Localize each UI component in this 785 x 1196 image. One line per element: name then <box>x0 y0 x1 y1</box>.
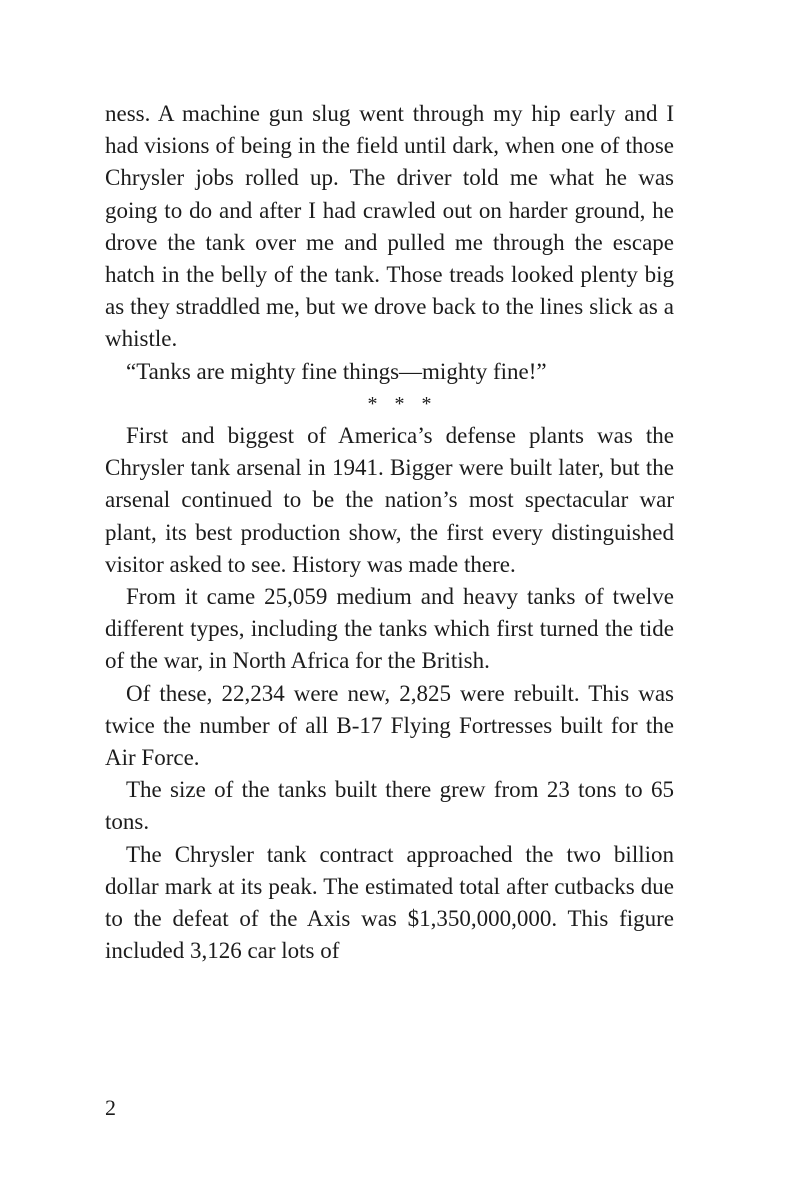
paragraph-tank-size: The size of the tanks built there grew from 23 tons to 65 tons. <box>105 777 674 835</box>
page-number: 2 <box>105 1095 116 1120</box>
paragraph-quote: “Tanks are mighty fine things—mighty fine!” <box>126 358 547 384</box>
page-body <box>105 98 674 967</box>
paragraph-contract: The Chrysler tank contract approached the two billion dollar mark at its peak. The estimated total after cutbacks due to the defeat of the Axis was $1,350,000,000. This figure included 3,126 car lots of <box>105 841 674 964</box>
paragraph-continuation: ness. A machine gun slug went through my hip early and I had visions of being in the field until dark, when one of those Chrysler jobs rolled up. The driver told me what he was going to do and after I had crawled out on harder ground, he drove the tank over me and pulled me through the escape hatch in the belly of the tank. Those treads looked plenty big as they straddled me, but we drove back to the lines slick as a whistle. <box>105 101 674 352</box>
section-separator: * * * <box>367 392 432 415</box>
paragraph-new-rebuilt: Of these, 22,234 were new, 2,825 were rebuilt. This was twice the number of all B-17 Flying Fortresses built for the Air Force. <box>105 680 674 771</box>
paragraph-arsenal: First and biggest of America’s defense plants was the Chrysler tank arsenal in 1941. Bigger were built later, but the arsenal continued to be the nation’s most spectacular war plant, its best production show, the first every distinguished visitor asked to see. History was made there. <box>105 423 674 577</box>
paragraph-tank-count: From it came 25,059 medium and heavy tanks of twelve different types, including the tanks which first turned the tide of the war, in North Africa for the British. <box>105 584 674 674</box>
